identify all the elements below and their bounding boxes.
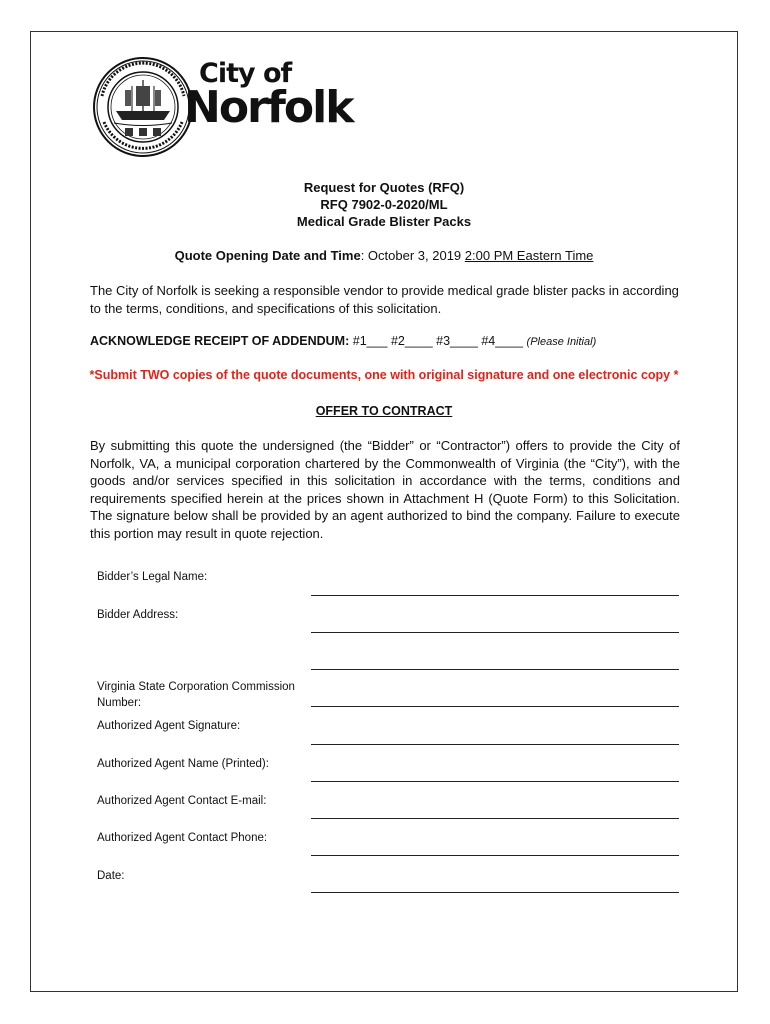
logo-norfolk-text: Norfolk [184,82,353,133]
opening-date: : October 3, 2019 [360,248,465,263]
agent-phone-label: Authorized Agent Contact Phone: [97,832,268,844]
agent-phone-field[interactable] [311,855,679,856]
city-seal-icon [92,56,194,158]
submit-copies-note: *Submit TWO copies of the quote documents, one with original signature and one electronic copy * [89,368,679,382]
date-label: Date: [97,870,125,882]
agent-signature-field[interactable] [311,744,679,745]
agent-name-label: Authorized Agent Name (Printed): [97,758,269,770]
legal-name-field[interactable] [311,595,679,596]
scc-number-field[interactable] [311,706,679,707]
intro-paragraph: The City of Norfolk is seeking a responsible vendor to provide medical grade blister packs in according to the terms, conditions, and specifications of this solicitation. [90,283,679,316]
addendum-label: ACKNOWLEDGE RECEIPT OF ADDENDUM: [90,334,350,348]
address-label: Bidder Address: [97,609,179,621]
offer-title: OFFER TO CONTRACT [315,404,453,418]
opening-label: Quote Opening Date and Time [174,248,361,263]
addendum-note: (Please Initial) [526,336,597,348]
address-field-line-1[interactable] [311,632,679,633]
document-title: Request for Quotes (RFQ) [303,180,465,195]
agent-email-field[interactable] [311,818,679,819]
legal-name-label: Bidder’s Legal Name: [97,571,208,583]
agent-name-field[interactable] [311,781,679,782]
addendum-acknowledgement [90,334,596,348]
offer-paragraph: By submitting this quote the undersigned (the “Bidder” or “Contractor”) offers to provide the City of Norfolk, VA, a municipal corporation chartered by the Commonwealth of Virginia (the “City”), with the goods and/or services specified in this solicitation in accordance with the terms, conditions and requirements specified herein at the prices shown in Attachment H (Quote Form) to this Solicitation. The signature below shall be provided by an agent authorized to bind the company. Failure to execute this portion may result in quote rejection. [90,438,680,541]
rfq-number: RFQ 7902-0-2020/ML [320,197,448,212]
agent-signature-label: Authorized Agent Signature: [97,720,241,732]
addendum-blanks: #1___ #2____ #3____ #4____ [349,334,527,348]
agent-email-label: Authorized Agent Contact E-mail: [97,795,267,807]
scc-number-label: Virginia State Corporation Commission Number: [97,681,295,709]
opening-time: 2:00 PM Eastern Time [464,248,594,263]
rfq-subject: Medical Grade Blister Packs [296,214,472,229]
logo-city-text: City of [199,58,292,89]
quote-opening-line [30,248,738,263]
address-field-line-2[interactable] [311,669,679,670]
date-field[interactable] [311,892,679,893]
city-of-norfolk-logo [92,56,392,158]
